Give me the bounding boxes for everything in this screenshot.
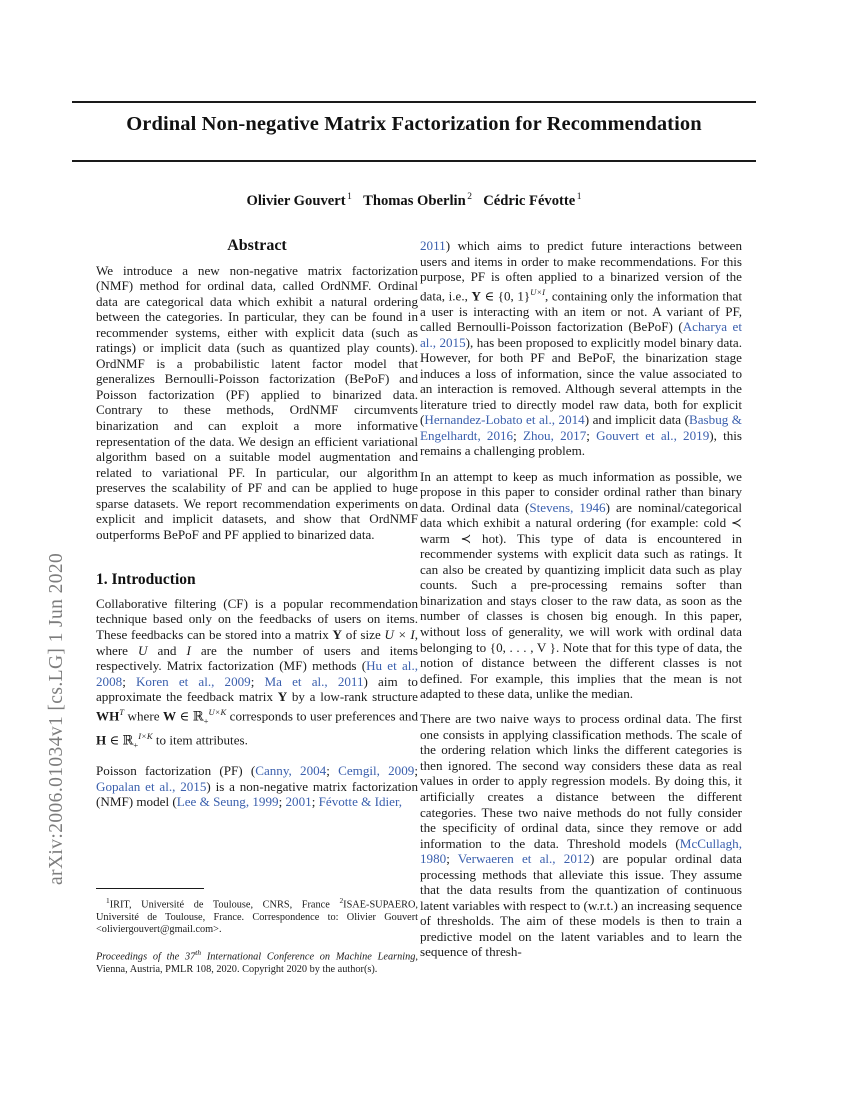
author-entry: [363, 193, 472, 209]
math-reals-symbol: ℝ: [192, 709, 204, 725]
text-run: and: [147, 642, 187, 658]
arxiv-stamp: [0, 0, 72, 1100]
math-matrix-Y: Y: [277, 689, 288, 705]
author-affiliation-mark: 2: [467, 192, 472, 202]
author-entry: [483, 193, 581, 209]
citation-link[interactable]: Hu et al., 2008: [96, 658, 418, 689]
author-name: Cédric Févotte: [483, 192, 576, 209]
text-run: In an attempt to keep as much information as possible, we propose in this paper to consider ordinal rather than binary data. Ordinal data (: [420, 468, 742, 515]
text-run: by a low-rank structure: [287, 689, 418, 705]
text-run: ;: [122, 673, 136, 689]
footnote-proceedings: [96, 947, 418, 976]
math-dimension-UxI: U × I: [384, 627, 415, 643]
right-paragraph-2: [420, 469, 742, 702]
math-reals-superscript: U×K: [208, 706, 227, 717]
text-run: ;: [250, 673, 265, 689]
math-set-superscript: U×I: [530, 286, 546, 297]
text-run: ), this remains a challenging problem.: [420, 427, 742, 459]
citation-link[interactable]: Lee & Seung, 1999: [176, 794, 279, 810]
math-reals-symbol: ℝ: [122, 733, 134, 749]
text-run: ) aim to approximate the feedback matrix: [96, 673, 418, 705]
citation-link[interactable]: Canny, 2004: [255, 763, 327, 779]
citation-link[interactable]: Stevens, 1946: [529, 499, 606, 515]
author-entry: [247, 193, 352, 209]
math-matrix-H: H: [96, 732, 107, 748]
text-run: There are two naive ways to process ordinal data. The first one consists in applying classification methods. The scale of the ordering relation which links the different categories is then ignored. The second way considers these data as real values in order to apply regression models. By doing this, it artificially creates a distance between the different categories. These two naive methods do not fully consider the specificity of ordinal data, since they remove or add information to the data. Threshold models (: [420, 711, 742, 851]
math-reals-subscript: +: [133, 740, 139, 751]
text-run: ) are popular ordinal data processing methods that alleviate this issue. They assume that the data results from the quantization of continuous latent variables with respect to (w.r.t.) an increasing sequence of thresholds. The aim of these models is then to train a predictive model on the latent variables and to learn the sequence of thresh-: [420, 851, 742, 960]
title-rule-bottom: [72, 160, 756, 162]
citation-link[interactable]: Ma et al., 2011: [264, 673, 364, 689]
text-run: ∈: [480, 288, 498, 303]
citation-link[interactable]: 2001: [285, 794, 312, 810]
arxiv-stamp-text: arXiv:2006.01034v1 [cs.LG] 1 Jun 2020: [46, 552, 67, 885]
footnote-affiliations: [96, 895, 418, 936]
math-binary-set: {0, 1}: [497, 288, 531, 303]
paper-page: [72, 0, 850, 1100]
math-matrix-Y: Y: [471, 288, 481, 303]
math-WH: WH: [96, 708, 120, 724]
citation-link[interactable]: Cemgil, 2009: [338, 763, 415, 779]
author-affiliation-mark: 1: [576, 192, 582, 202]
citation-link[interactable]: Févotte & Idier,: [318, 794, 403, 810]
intro-paragraph-2: [96, 763, 418, 810]
citation-link[interactable]: McCullagh, 1980: [420, 835, 742, 867]
page-title: Ordinal Non-negative Matrix Factorization for Recommendation: [126, 113, 702, 135]
affiliation-mark-1: 1: [106, 896, 110, 905]
citation-link[interactable]: Hernandez-Lobato et al., 2014: [424, 412, 585, 428]
right-paragraph-1: [420, 238, 742, 459]
abstract-text: We introduce a new non-negative matrix factorization (NMF) method for ordinal data, called OrdNMF. Ordinal data are categorical data which exhibit a natural ordering between the categories. In particular, they can be found in recommender systems, either with explicit data (such as ratings) or implicit data (such as quantized play counts). OrdNMF is a probabilistic latent factor model that generalizes Bernoulli-Poisson factorization (BePoF) and Poisson factorization (PF) applied to binarized data. Contrary to these methods, OrdNMF circumvents binarization and can exploit a more informative representation of the data. We design an efficient variational algorithm based on a suitable model augmentation and related to variational PF. In particular, our algorithm preserves the scalability of PF and can be applied to huge sparse datasets. We report recommendation experiments on explicit and implicit datasets, and show that OrdNMF outperforms BePoF and PF applied to binarized data.: [96, 262, 418, 542]
text-run: ;: [414, 763, 418, 779]
math-ordinal-set: {0, . . . , V }: [489, 639, 556, 655]
text-run: , where: [96, 627, 418, 658]
text-run: , containing only the information that a user is interacting with an item or not. A variant of PF, called Bernoulli-Poisson factorization (BePoF) (: [420, 288, 743, 335]
right-column: [420, 238, 742, 969]
text-run: ;: [513, 427, 523, 443]
text-run: Collaborative filtering (CF) is a popular recommendation technique based only on the feedbacks of users on items. These feedbacks can be stored into a matrix: [96, 595, 418, 643]
math-reals-superscript: I×K: [138, 731, 153, 742]
right-paragraph-3: [420, 711, 742, 960]
text-run: ;: [586, 427, 597, 443]
left-column: [96, 238, 418, 810]
text-run: ) are nominal/categorical data which exhibit a natural ordering (for example: cold ≺ warm ≺ hot). This type of data is encountered in recommender systems with explicit data such as ratings. It can also be created by quantizing implicit data such as play counts. Such a pre-processing remains softer than binarization and stays closer to the raw data, as soon as the number of classes is chosen big enough. In this paper, without loss of generality, we will work with ordinal data belonging to: [420, 499, 742, 655]
text-run: ) is a non-negative matrix factorization (NMF) model (: [96, 778, 419, 810]
text-run: of size: [342, 627, 385, 643]
affiliation-mark-2: 2: [339, 896, 344, 905]
math-U: U: [138, 642, 148, 658]
citation-link[interactable]: Basbug & Engelhardt, 2016: [420, 412, 742, 443]
proceedings-ordinal-suffix: th: [195, 948, 202, 958]
text-run: ;: [446, 851, 458, 867]
citation-link[interactable]: Zhou, 2017: [522, 427, 587, 443]
proceedings-italic-2: International Conference on Machine Learning: [201, 951, 416, 963]
citation-link[interactable]: Verwaeren et al., 2012: [457, 851, 590, 867]
title-rule-top: [72, 101, 756, 103]
math-matrix-Y: Y: [332, 627, 343, 643]
affiliation-text-1: IRIT, Université de Toulouse, CNRS, France: [109, 899, 340, 911]
author-affiliation-mark: 1: [347, 192, 352, 202]
text-run: ∈: [106, 732, 123, 748]
text-run: ), has been proposed to explicitly model binary data. However, for both PF and BePoF, the binarization stage induces a loss of information, since the value associated to an interaction is removed. Although several attempts in the literature tried to directly model raw data, both for explicit (: [420, 334, 742, 428]
citation-link[interactable]: Acharya et al., 2015: [420, 319, 742, 350]
text-run: ;: [278, 794, 286, 810]
math-transpose: T: [119, 706, 125, 717]
intro-paragraph-1: [96, 596, 418, 754]
footnote-rule: [96, 888, 204, 889]
citation-link[interactable]: 2011: [420, 238, 446, 253]
citation-link[interactable]: Koren et al., 2009: [135, 673, 251, 689]
text-run: ) and implicit data (: [584, 412, 689, 428]
text-run: ;: [311, 794, 319, 810]
text-run: corresponds to user preferences and: [226, 708, 418, 724]
math-I: I: [186, 642, 191, 658]
math-reals-subscript: +: [203, 715, 209, 726]
text-run: are the number of users and items respectively. Matrix factorization (MF) methods (: [96, 642, 419, 674]
citation-link[interactable]: Gouvert et al., 2019: [596, 427, 710, 443]
text-run: . Note that for this type of data, the notion of distance between the different classes is not defined. For example, this implies that the mean is not adapted to these data, unlike the median.: [420, 639, 743, 702]
text-run: ) which aims to predict future interactions between users and items in order to make recommendations. For this purpose, PF is often applied to a binarized version of the data, i.e.,: [420, 238, 742, 303]
proceedings-rest: , Vienna, Austria, PMLR 108, 2020. Copyright 2020 by the author(s).: [96, 951, 418, 975]
abstract-heading: Abstract: [227, 237, 287, 254]
section-heading-introduction: 1. Introduction: [96, 571, 196, 589]
author-name: Olivier Gouvert: [246, 192, 346, 209]
text-run: to item attributes.: [152, 732, 248, 748]
proceedings-italic-1: Proceedings of the 37: [96, 951, 196, 963]
footnote-block: [96, 888, 418, 976]
text-run: ;: [326, 763, 339, 779]
text-run: ∈: [176, 708, 193, 724]
text-run: Poisson factorization (PF) (: [96, 763, 256, 779]
math-matrix-W: W: [162, 708, 177, 724]
author-list: [72, 192, 756, 210]
text-run: where: [124, 708, 163, 724]
author-name: Thomas Oberlin: [363, 192, 466, 209]
affiliation-text-2: ISAE-SUPAERO, Université de Toulouse, France. Correspondence to: Olivier Gouvert <oliviergouvert@gmail.com>.: [96, 899, 418, 935]
citation-link[interactable]: Gopalan et al., 2015: [96, 778, 207, 794]
